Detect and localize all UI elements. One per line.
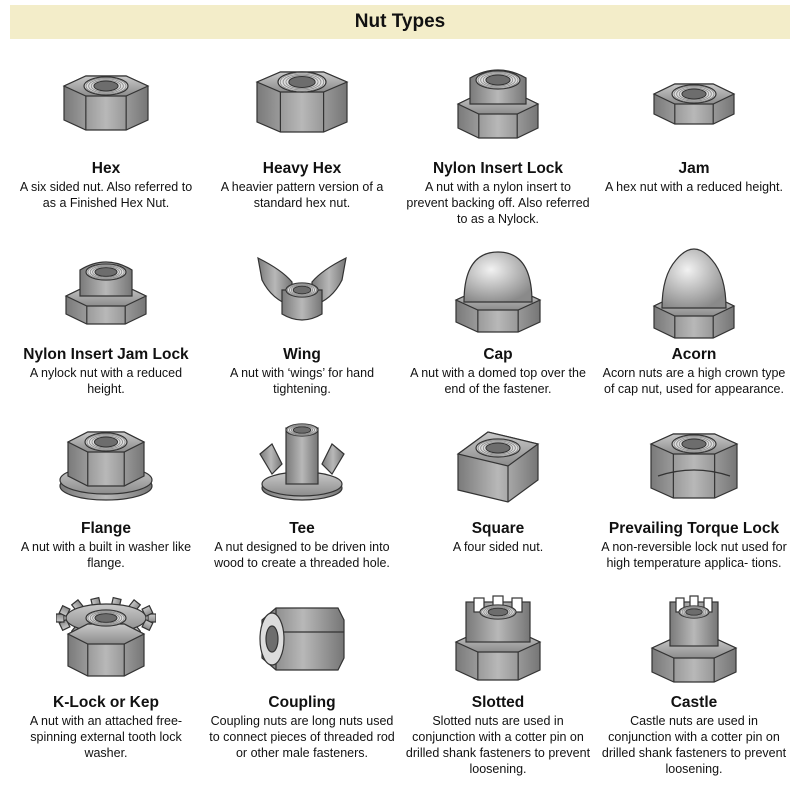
prevailing-torque-lock-nut-icon (644, 414, 744, 514)
nut-name: Wing (283, 346, 321, 363)
nut-name: Nylon Insert Jam Lock (23, 346, 189, 363)
nut-card (8, 584, 204, 762)
heavy-hex-nut-icon (252, 54, 352, 154)
nut-card (204, 584, 400, 762)
nut-name: Acorn (671, 346, 717, 363)
nut-description: Castle nuts are used in conjunction with a cotter pin on drilled shank fasteners to prevent loosening. (601, 714, 787, 776)
nut-description: A nut with ‘wings’ for hand tightening. (229, 366, 375, 396)
nut-card (400, 410, 596, 588)
nut-name: Slotted (471, 694, 525, 711)
jam-nut-icon (644, 54, 744, 154)
nut-name: Cap (483, 346, 513, 363)
cap-nut-icon (448, 240, 548, 340)
page-title: Nut Types (10, 5, 790, 39)
nylon-insert-lock-nut-icon (448, 54, 548, 154)
nut-card (204, 236, 400, 414)
nut-description: Acorn nuts are a high crown type of cap nut, used for appearance. (602, 366, 786, 396)
slotted-nut-icon (448, 588, 548, 688)
nut-card (596, 410, 792, 588)
nut-description: A nut designed to be driven into wood to create a threaded hole. (214, 540, 390, 570)
nut-name: Coupling (268, 694, 336, 711)
nut-card (8, 236, 204, 414)
nut-name: Tee (289, 520, 315, 537)
nut-card (400, 236, 596, 414)
nut-card (400, 50, 596, 228)
nut-description: Slotted nuts are used in conjunction with a cotter pin on drilled shank fasteners to prevent loosening. (405, 714, 591, 776)
nut-name: Heavy Hex (262, 160, 342, 177)
nut-card (596, 584, 792, 776)
nut-description: Coupling nuts are long nuts used to connect pieces of threaded rod or other male fasteners. (209, 714, 395, 760)
coupling-nut-icon (252, 588, 352, 688)
nut-description: A four sided nut. (452, 540, 544, 554)
nut-description: A heavier pattern version of a standard hex nut. (220, 180, 384, 210)
nut-name: Hex (91, 160, 121, 177)
nut-name: Square (471, 520, 525, 537)
nut-card (8, 410, 204, 588)
nut-description: A nut with an attached free-spinning external tooth lock washer. (29, 714, 183, 760)
nut-card (8, 50, 204, 228)
nut-name: Nylon Insert Lock (432, 160, 564, 177)
acorn-nut-icon (644, 240, 744, 340)
nut-description: A hex nut with a reduced height. (605, 180, 783, 194)
nut-name: Prevailing Torque Lock (608, 520, 780, 537)
k-lock-nut-icon (56, 588, 156, 688)
nut-name: Jam (678, 160, 710, 177)
nut-description: A six sided nut. Also referred to as a Finished Hex Nut. (19, 180, 193, 210)
square-nut-icon (448, 414, 548, 514)
nut-card (596, 50, 792, 228)
nut-description: A non-reversible lock nut used for high temperature applica- tions. (601, 540, 787, 570)
hex-nut-icon (56, 54, 156, 154)
wing-nut-icon (252, 240, 352, 340)
nut-description: A nylock nut with a reduced height. (29, 366, 183, 396)
castle-nut-icon (644, 588, 744, 688)
nut-card (204, 410, 400, 588)
nut-name: K-Lock or Kep (53, 694, 159, 711)
nut-card (596, 236, 792, 414)
nut-description: A nut with a built in washer like flange. (20, 540, 192, 570)
nut-description: A nut with a nylon insert to prevent backing off. Also referred to as a Nylock. (406, 180, 590, 226)
tee-nut-icon (252, 414, 352, 514)
nut-description: A nut with a domed top over the end of the fastener. (410, 366, 586, 396)
nylon-insert-jam-lock-nut-icon (56, 240, 156, 340)
flange-nut-icon (56, 414, 156, 514)
nut-card (204, 50, 400, 228)
nut-card (400, 584, 596, 776)
nut-name: Castle (670, 694, 718, 711)
nut-name: Flange (81, 520, 131, 537)
